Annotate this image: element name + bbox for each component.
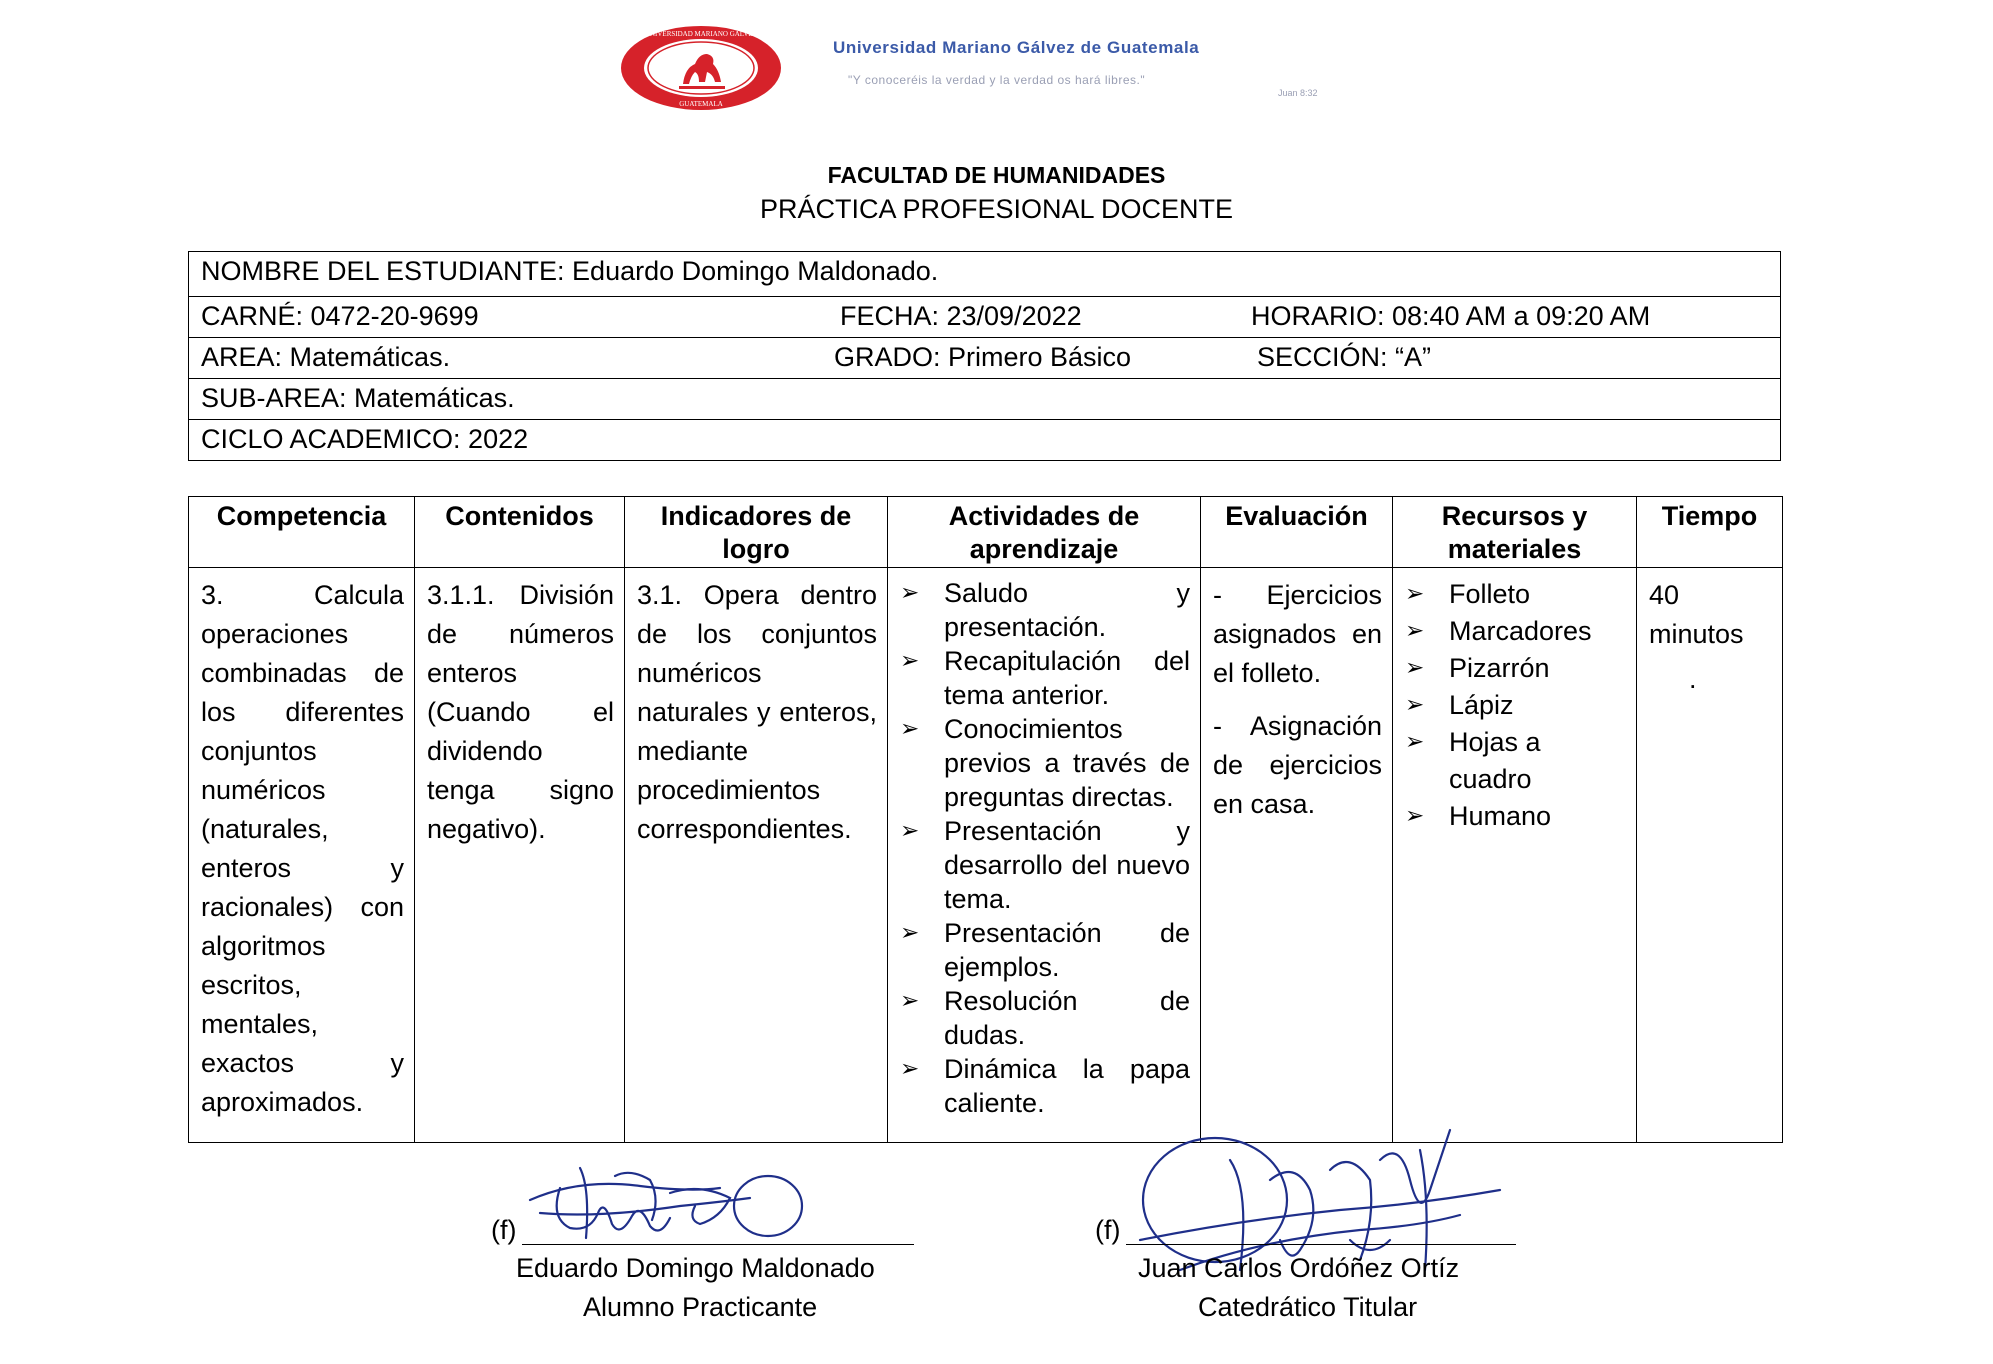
evaluacion-item: - Ejercicios asignados en el folleto. <box>1213 580 1382 688</box>
list-item: ➢ Resolución de dudas. <box>900 984 1190 1052</box>
list-item: ➢ Folleto <box>1405 576 1626 613</box>
info-row-student <box>189 252 1780 296</box>
competencia-cell: 3. Calcula operaciones combinadas de los diferentes conjuntos numéricos (naturales, enteros y racionales) con algoritmos escritos, mentales, exactos y aproximados. <box>189 568 415 1143</box>
ciclo-academico: CICLO ACADEMICO: 2022 <box>201 424 529 454</box>
student-signature-role: Alumno Practicante <box>583 1292 818 1322</box>
table-row <box>189 568 1783 1143</box>
svg-text:UNIVERSIDAD MARIANO GALVEZ: UNIVERSIDAD MARIANO GALVEZ <box>644 30 758 38</box>
university-motto: "Y conoceréis la verdad y la verdad os hará libres." <box>848 73 1146 87</box>
list-item: ➢ Pizarrón <box>1405 650 1626 687</box>
info-row-subarea <box>189 378 1780 419</box>
teacher-signature-role: Catedrático Titular <box>1198 1292 1418 1322</box>
info-row-ciclo <box>189 419 1780 460</box>
university-seal-logo <box>619 24 783 112</box>
table-header-row <box>189 497 1783 568</box>
svg-text:GUATEMALA: GUATEMALA <box>679 100 723 108</box>
faculty-title: FACULTAD DE HUMANIDADES <box>827 162 1166 188</box>
evaluacion-cell <box>1201 568 1393 1143</box>
carne: CARNÉ: 0472-20-9699 <box>201 301 479 331</box>
horario: HORARIO: 08:40 AM a 09:20 AM <box>1251 301 1651 331</box>
info-row-area <box>189 337 1780 378</box>
student-signature-prefix: (f) <box>491 1215 517 1245</box>
indicadores-cell: 3.1. Opera dentro de los conjuntos numéricos naturales y enteros, mediante procedimientos correspondientes. <box>625 568 888 1143</box>
teacher-signature-prefix: (f) <box>1095 1215 1121 1245</box>
list-item: ➢ Saludo y presentación. <box>900 576 1190 644</box>
teacher-signature-line <box>1126 1244 1516 1245</box>
list-item: ➢ Dinámica la papa caliente. <box>900 1052 1190 1120</box>
teacher-signature-name: Juan Carlos Ordóñez Ortíz <box>1138 1253 1460 1283</box>
info-row-carne <box>189 296 1780 337</box>
student-handwritten-signature <box>520 1158 820 1248</box>
contenidos-cell: 3.1.1. División de números enteros (Cuando el dividendo tenga signo negativo). <box>415 568 625 1143</box>
header-actividades: Actividades de aprendizaje <box>888 497 1201 568</box>
fecha: FECHA: 23/09/2022 <box>840 301 1082 331</box>
student-signature-line <box>522 1244 914 1245</box>
tiempo-cell <box>1637 568 1783 1143</box>
grado: GRADO: Primero Básico <box>834 342 1132 372</box>
subarea: SUB-AREA: Matemáticas. <box>201 383 515 413</box>
list-item: ➢ Marcadores <box>1405 613 1626 650</box>
header-recursos: Recursos y materiales <box>1393 497 1637 568</box>
lesson-plan-table <box>188 496 1783 1143</box>
tiempo-mark: . <box>1689 664 1697 694</box>
list-item: ➢ Humano <box>1405 798 1626 835</box>
header-contenidos: Contenidos <box>415 497 625 568</box>
evaluacion-item: - Asignación de ejercicios en casa. <box>1213 711 1382 819</box>
list-item: ➢ Conocimientos previos a través de preguntas directas. <box>900 712 1190 814</box>
area: AREA: Matemáticas. <box>201 342 451 372</box>
seccion: SECCIÓN: “A” <box>1257 342 1432 372</box>
header-competencia: Competencia <box>189 497 415 568</box>
student-info-box <box>188 251 1781 461</box>
list-item: ➢ Presentación de ejemplos. <box>900 916 1190 984</box>
list-item: ➢ Recapitulación del tema anterior. <box>900 644 1190 712</box>
header-evaluacion: Evaluación <box>1201 497 1393 568</box>
header-tiempo: Tiempo <box>1637 497 1783 568</box>
list-item: ➢ Presentación y desarrollo del nuevo tema. <box>900 814 1190 916</box>
recursos-cell <box>1393 568 1637 1143</box>
actividades-cell <box>888 568 1201 1143</box>
header-indicadores: Indicadores de logro <box>625 497 888 568</box>
student-signature-name: Eduardo Domingo Maldonado <box>516 1253 875 1283</box>
list-item: ➢ Lápiz <box>1405 687 1626 724</box>
student-name: NOMBRE DEL ESTUDIANTE: Eduardo Domingo Maldonado. <box>201 256 939 286</box>
university-name: Universidad Mariano Gálvez de Guatemala <box>833 38 1200 57</box>
list-item: ➢ Hojas a cuadro <box>1405 724 1626 798</box>
motto-verse: Juan 8:32 <box>1278 88 1318 98</box>
tiempo-value: 40 minutos <box>1649 580 1744 649</box>
document-subtitle: PRÁCTICA PROFESIONAL DOCENTE <box>759 194 1234 224</box>
